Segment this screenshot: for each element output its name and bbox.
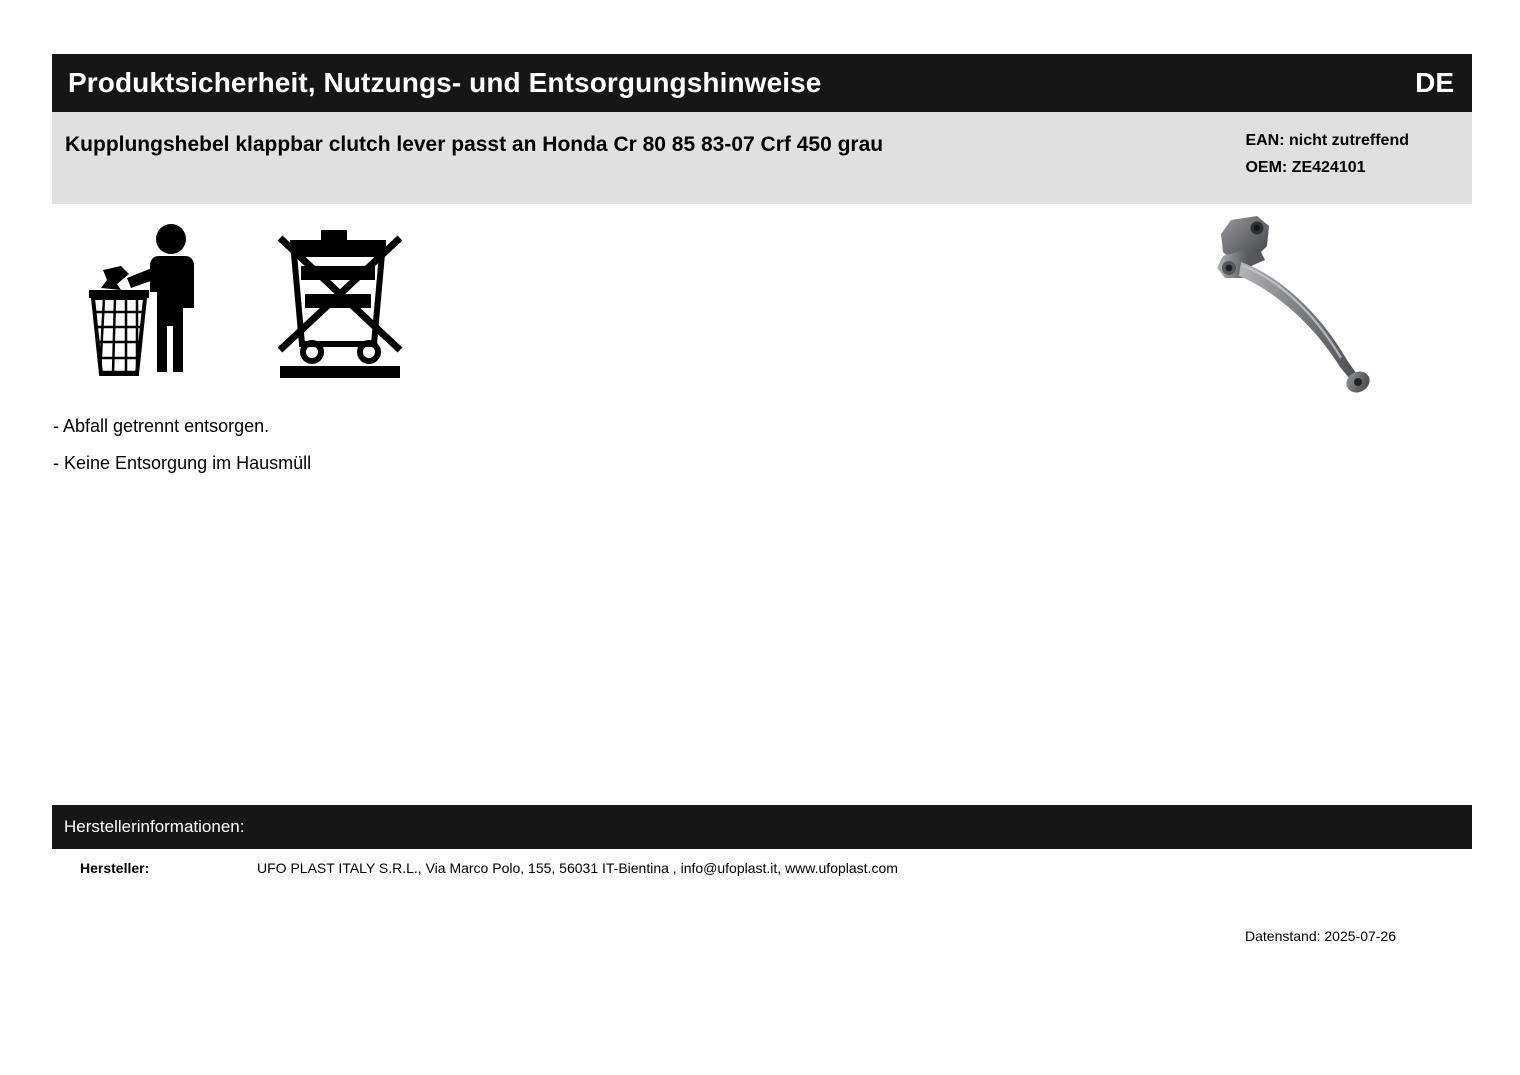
pictogram-area bbox=[52, 212, 472, 392]
ean-value: EAN: nicht zutreffend bbox=[1245, 132, 1409, 149]
language-badge: DE bbox=[1415, 67, 1454, 98]
oem-value: OEM: ZE424101 bbox=[1245, 159, 1366, 176]
manufacturer-value: UFO PLAST ITALY S.R.L., Via Marco Polo, 155, 56031 IT-Bientina , info@ufoplast.it, www.ufoplast.com bbox=[257, 860, 898, 876]
manufacturer-section-header bbox=[52, 805, 1472, 849]
list-item: - Abfall getrennt entsorgen. bbox=[53, 416, 270, 436]
product-name: Kupplungshebel klappbar clutch lever passt an Honda Cr 80 85 83-07 Crf 450 grau bbox=[65, 133, 884, 156]
product-codes bbox=[1245, 127, 1409, 181]
manufacturer-row bbox=[52, 858, 1472, 886]
weee-crossed-out-wheelie-bin-icon bbox=[274, 222, 414, 385]
data-status-date: Datenstand: 2025-07-26 bbox=[1245, 928, 1396, 944]
manufacturer-section-title: Herstellerinformationen: bbox=[64, 817, 245, 836]
product-info-bar bbox=[52, 112, 1472, 204]
dispose-in-bin-icon bbox=[87, 222, 217, 387]
product-image bbox=[1195, 212, 1435, 402]
disposal-notes bbox=[53, 408, 953, 482]
list-item: - Keine Entsorgung im Hausmüll bbox=[53, 453, 312, 473]
document-header bbox=[52, 54, 1472, 112]
manufacturer-label: Hersteller: bbox=[80, 860, 150, 876]
page-title: Produktsicherheit, Nutzungs- und Entsorgungshinweise bbox=[68, 67, 822, 98]
